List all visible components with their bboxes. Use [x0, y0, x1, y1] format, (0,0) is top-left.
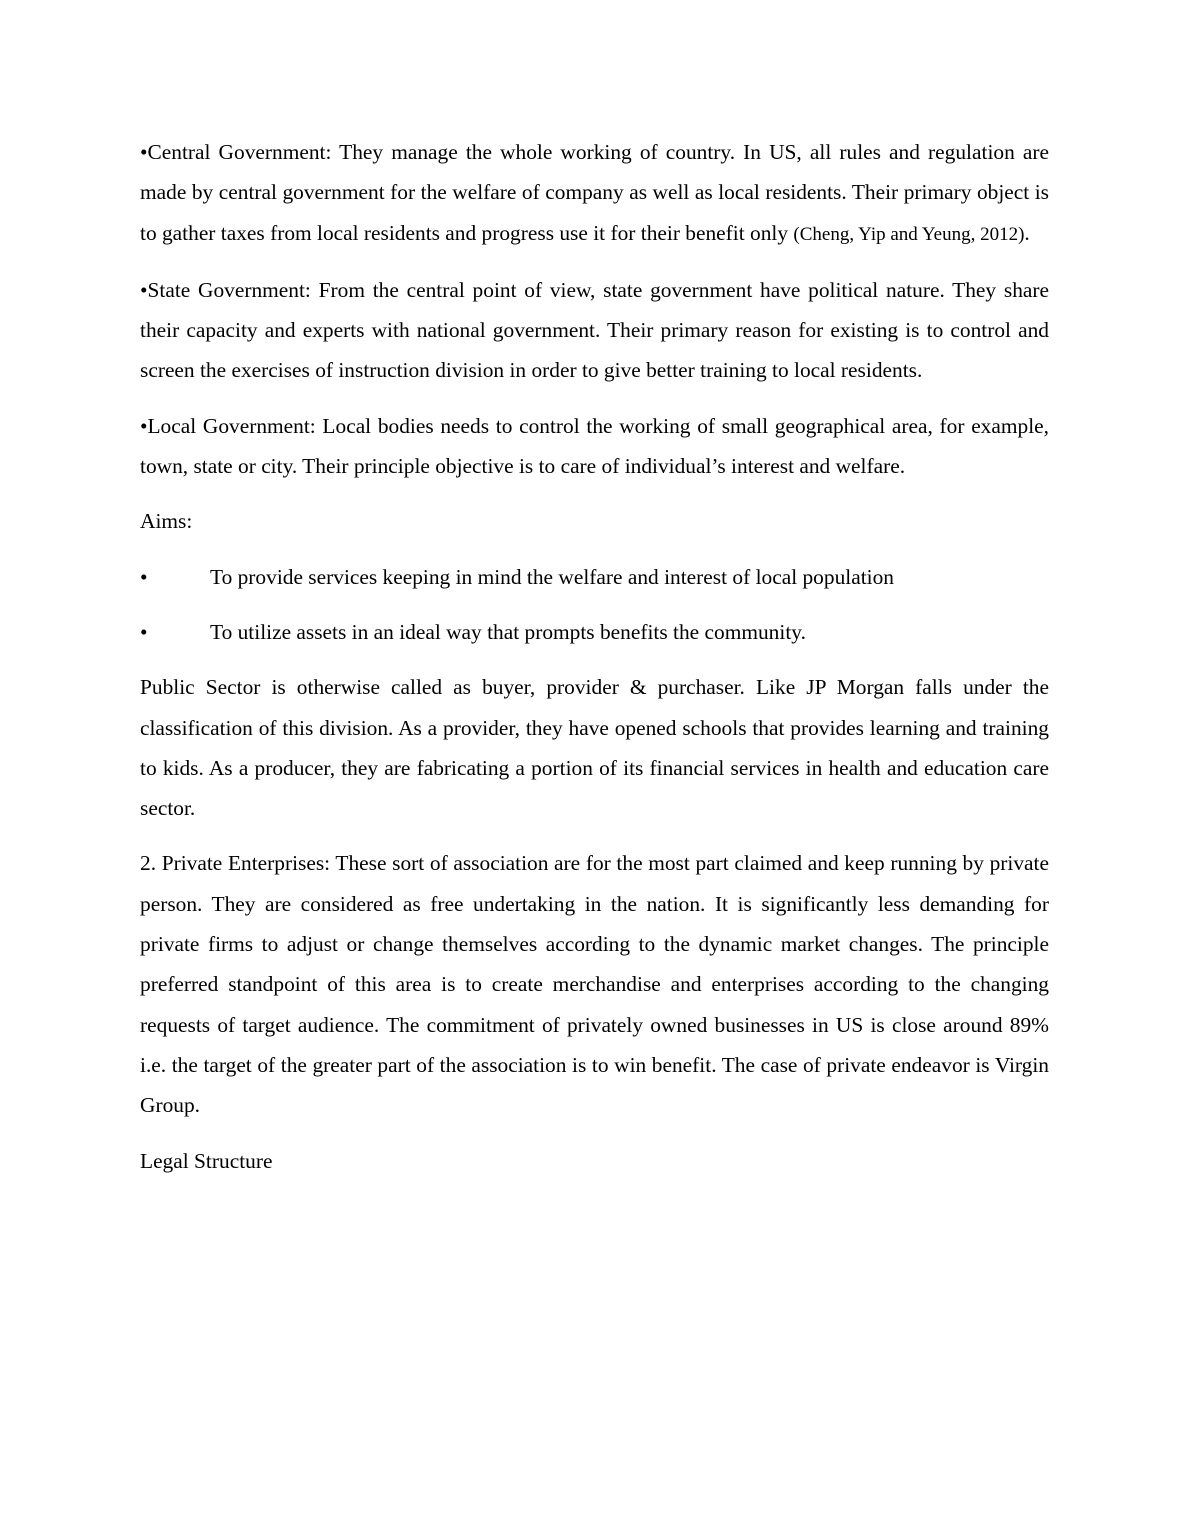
aims-list-item — [140, 612, 1049, 652]
paragraph-state-government: •State Government: From the central point of view, state government have political nature. They share their capacity and experts with national government. Their primary reason for existing is to control and screen the exercises of instruction division in order to give better training to local residents. — [140, 277, 1049, 383]
paragraph-local-government: •Local Government: Local bodies needs to control the working of small geographical area, for example, town, state or city. Their principle objective is to care of individual’s interest and welfare. — [140, 413, 1049, 479]
central-government-end: . — [1024, 220, 1030, 245]
central-government-text: •Central Government: They manage the whole working of country. In US, all rules and regulation are made by central government for the welfare of company as well as local residents. Their primary object is to gather taxes from local residents and progress use it for their benefit only — [140, 140, 1049, 245]
bullet-icon: • — [140, 564, 148, 589]
document-page — [140, 132, 1049, 1196]
legal-structure-heading: Legal Structure — [140, 1148, 273, 1173]
aims-item-text: To utilize assets in an ideal way that prompts benefits the community. — [210, 619, 806, 644]
bullet-icon: • — [140, 619, 148, 644]
paragraph-public-sector: Public Sector is otherwise called as buyer, provider & purchaser. Like JP Morgan falls under the classification of this division. As a provider, they have opened schools that provides learning and training to kids. As a producer, they are fabricating a portion of its financial services in health and education care sector. — [140, 675, 1049, 821]
aims-heading: Aims: — [140, 509, 193, 534]
paragraph-private-enterprises: 2. Private Enterprises: These sort of association are for the most part claimed and keep running by private person. They are considered as free undertaking in the nation. It is significantly less demanding for private firms to adjust or change themselves according to the dynamic market changes. The principle preferred standpoint of this area is to create merchandise and enterprises according to the changing requests of target audience. The commitment of privately owned businesses in US is close around 89% i.e. the target of the greater part of the association is to win benefit. The case of private endeavor is Virgin Group. — [140, 851, 1049, 1118]
citation: (Cheng, Yip and Yeung, 2012) — [793, 223, 1025, 245]
aims-list-item — [140, 557, 1049, 597]
aims-item-text: To provide services keeping in mind the welfare and interest of local population — [210, 564, 894, 589]
paragraph-central-government — [140, 132, 1049, 255]
